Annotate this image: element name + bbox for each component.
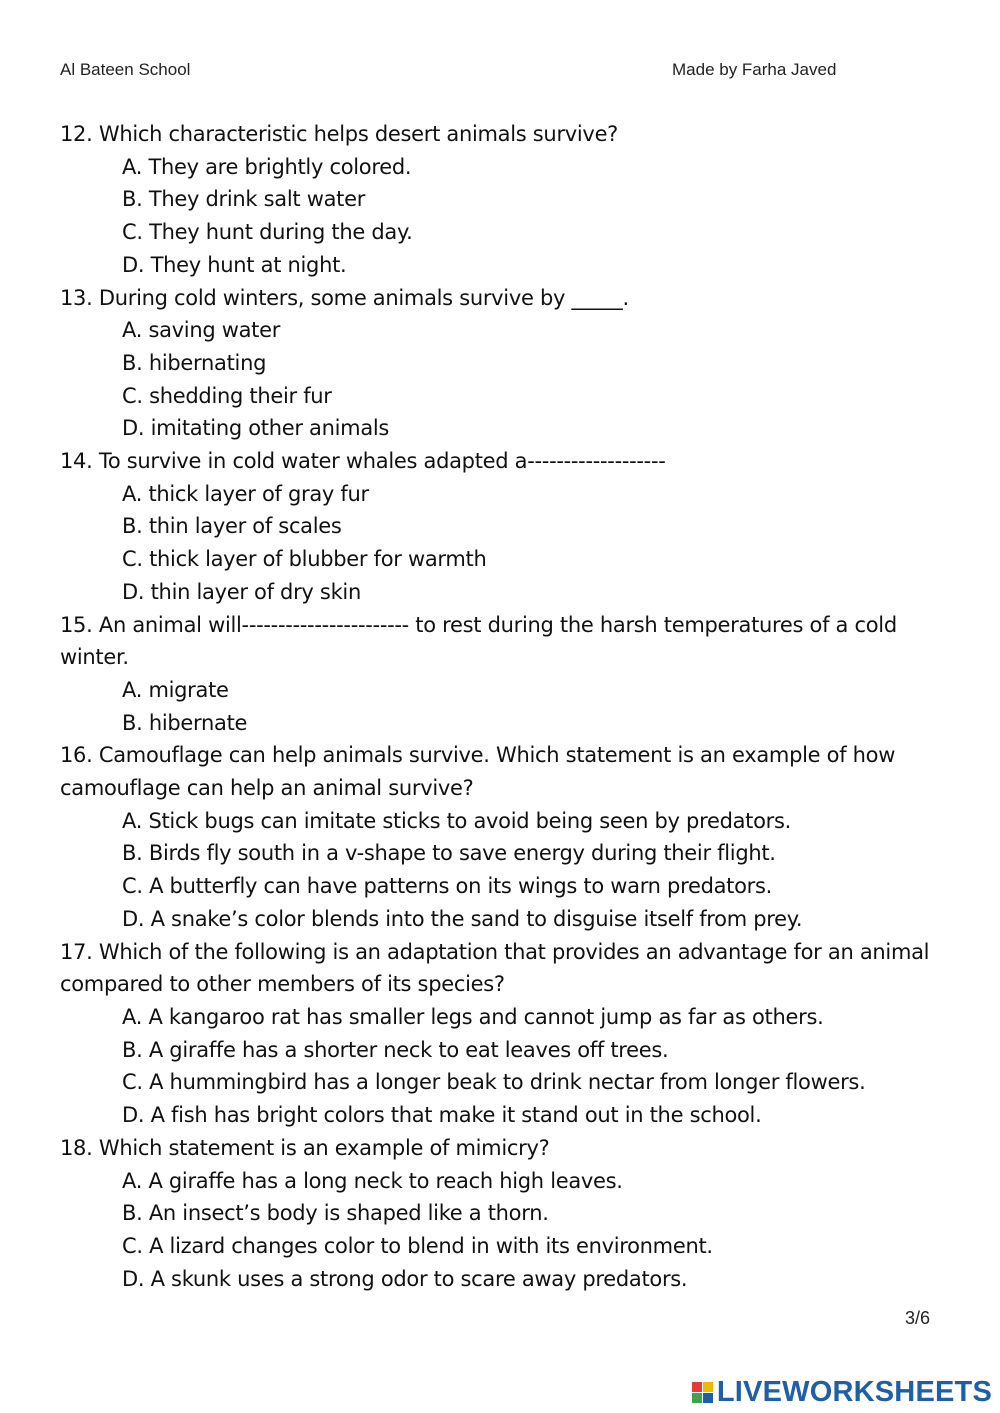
answer-options [60, 1001, 940, 1132]
question-list [60, 118, 940, 1295]
answer-options [60, 1165, 940, 1296]
liveworksheets-logo-icon [692, 1382, 713, 1403]
question-text: 12. Which characteristic helps desert animals survive? [60, 122, 619, 146]
answer-option[interactable]: D. thin layer of dry skin [122, 579, 361, 604]
answer-options [60, 478, 940, 609]
question-block [60, 282, 940, 446]
question-text: 14. To survive in cold water whales adapted a------------------- [60, 449, 666, 474]
answer-option[interactable]: C. thick layer of blubber for warmth [122, 547, 487, 572]
answer-options [60, 314, 940, 445]
answer-option[interactable]: A. Stick bugs can imitate sticks to avoid being seen by predators. [122, 808, 791, 833]
question-text: 13. During cold winters, some animals survive by _____. [60, 285, 629, 310]
answer-option[interactable]: D. A snake’s color blends into the sand to disguise itself from prey. [122, 906, 803, 931]
question-block [60, 609, 940, 740]
answer-option[interactable]: A. saving water [122, 318, 281, 343]
answer-options [60, 674, 940, 739]
question-block [60, 1132, 940, 1296]
answer-option[interactable]: A. A kangaroo rat has smaller legs and cannot jump as far as others. [122, 1004, 824, 1029]
question-text: 16. Camouflage can help animals survive. Which statement is an example of how camouflage can help an animal survive? [60, 743, 896, 801]
logo-square-3 [692, 1393, 702, 1403]
answer-option[interactable]: C. A lizard changes color to blend in with its environment. [122, 1233, 713, 1258]
answer-option[interactable]: B. Birds fly south in a v-shape to save energy during their flight. [122, 841, 776, 866]
answer-options [60, 805, 940, 936]
answer-option[interactable]: B. An insect’s body is shaped like a thorn. [122, 1201, 549, 1226]
question-block [60, 445, 940, 609]
answer-option[interactable]: B. A giraffe has a shorter neck to eat leaves off trees. [122, 1037, 669, 1062]
answer-option[interactable]: C. shedding their fur [122, 383, 332, 408]
answer-option[interactable]: A. A giraffe has a long neck to reach high leaves. [122, 1168, 623, 1193]
school-name: Al Bateen School [60, 60, 191, 79]
question-text: 17. Which of the following is an adaptation that provides an advantage for an animal compared to other members of its species? [60, 939, 930, 997]
answer-option[interactable]: C. A butterfly can have patterns on its wings to warn predators. [122, 874, 773, 899]
answer-options [60, 151, 940, 282]
answer-option[interactable]: D. A skunk uses a strong odor to scare away predators. [122, 1266, 688, 1291]
page-number: 3/6 [904, 1308, 930, 1328]
author-credit: Made by Farha Javed [672, 60, 837, 79]
answer-option[interactable]: A. thick layer of gray fur [122, 481, 369, 506]
question-text: 15. An animal will----------------------- to rest during the harsh temperatures of a cold winter. [60, 612, 897, 670]
answer-option[interactable]: D. A fish has bright colors that make it stand out in the school. [122, 1103, 762, 1128]
answer-option[interactable]: B. thin layer of scales [122, 514, 342, 539]
answer-option[interactable]: B. hibernate [122, 710, 248, 735]
answer-option[interactable]: A. They are brightly colored. [122, 154, 412, 179]
logo-square-2 [703, 1382, 713, 1392]
question-block [60, 118, 940, 282]
brand-name: LIVEWORKSHEETS [716, 1376, 992, 1408]
answer-option[interactable]: B. They drink salt water [122, 187, 366, 212]
answer-option[interactable]: D. imitating other animals [122, 416, 390, 441]
logo-square-1 [692, 1382, 702, 1392]
question-block [60, 739, 940, 935]
answer-option[interactable]: C. They hunt during the day. [122, 220, 413, 245]
liveworksheets-brand [692, 1376, 992, 1409]
logo-square-4 [703, 1393, 713, 1403]
answer-option[interactable]: A. migrate [122, 677, 229, 702]
answer-option[interactable]: B. hibernating [122, 350, 267, 375]
question-text: 18. Which statement is an example of mimicry? [60, 1135, 550, 1160]
question-block [60, 936, 940, 1132]
answer-option[interactable]: D. They hunt at night. [122, 252, 347, 277]
answer-option[interactable]: C. A hummingbird has a longer beak to drink nectar from longer flowers. [122, 1070, 866, 1095]
